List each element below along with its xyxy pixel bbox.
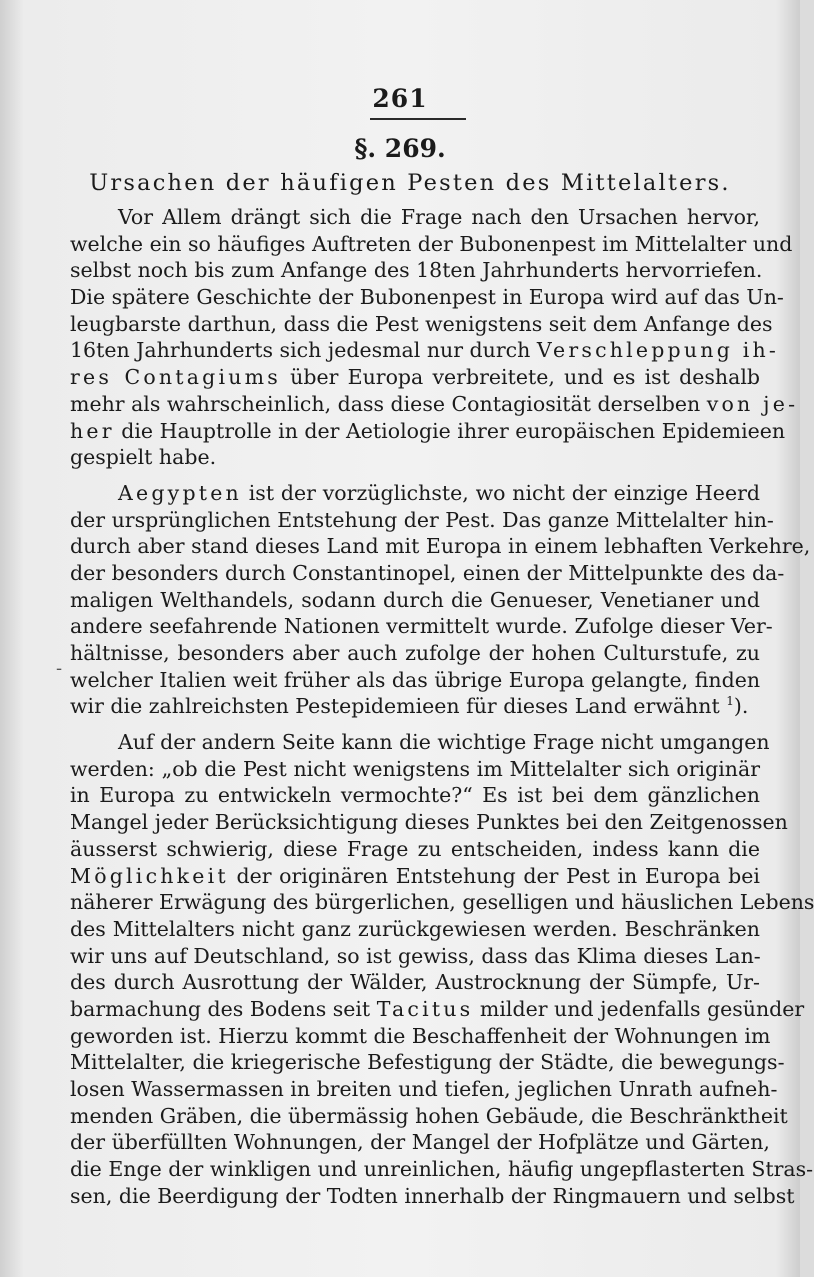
body-text bbox=[70, 204, 814, 1209]
text-run: geworden ist. Hierzu kommt die Beschaffenheit der Wohnungen im bbox=[70, 1023, 771, 1048]
text-run: mehr als wahrscheinlich, dass diese Contagiosität derselben bbox=[70, 391, 707, 416]
text-line bbox=[70, 507, 774, 534]
page-number: 261 bbox=[372, 84, 428, 113]
text-run: der originären Entstehung der Pest in Europa bei bbox=[228, 863, 760, 888]
text-line bbox=[70, 337, 780, 364]
paragraph bbox=[70, 729, 814, 1209]
text-run: Vor Allem drängt sich die Frage nach den Ursachen hervor, bbox=[118, 205, 760, 229]
text-run: Mittelalter, die kriegerische Befestigung der Städte, die bewegungs- bbox=[70, 1050, 785, 1075]
text-run: gespielt habe. bbox=[70, 445, 217, 470]
text-run: der besonders durch Constantinopel, einen der Mittelpunkte des da- bbox=[70, 560, 785, 585]
text-run: welche ein so häufiges Auftreten der Bubonenpest im Mittelalter und bbox=[70, 231, 793, 256]
spaced-text: Möglichkeit bbox=[70, 863, 229, 888]
text-line bbox=[70, 943, 760, 970]
text-run: menden Gräben, die übermässig hohen Gebäude, die Beschränktheit bbox=[70, 1103, 788, 1128]
text-run: äusserst schwierig, diese Frage zu entscheiden, indess kann die bbox=[70, 836, 760, 861]
text-run: durch aber stand dieses Land mit Europa in einem lebhaften Verkehre, bbox=[70, 534, 811, 559]
text-line bbox=[70, 782, 760, 809]
text-line bbox=[70, 364, 760, 391]
spaced-text: von je- bbox=[706, 391, 799, 416]
text-run: der ursprünglichen Entstehung der Pest. Das ganze Mittelalter hin- bbox=[70, 507, 774, 532]
text-line bbox=[70, 418, 786, 445]
spaced-text: Aegypten bbox=[118, 480, 242, 505]
text-line bbox=[70, 836, 760, 863]
text-run: des durch Ausrottung der Wälder, Austrocknung der Sümpfe, Ur- bbox=[70, 970, 760, 995]
text-line bbox=[70, 587, 760, 614]
paragraph bbox=[70, 204, 799, 471]
text-line bbox=[70, 560, 785, 587]
text-run: welcher Italien weit früher als das übrige Europa gelangte, finden bbox=[70, 667, 761, 692]
text-run: des Mittelalters nicht ganz zurückgewiesen werden. Beschränken bbox=[70, 916, 760, 941]
text-run: hältnisse, besonders aber auch zufolge der hohen Culturstufe, zu bbox=[70, 641, 760, 665]
text-line bbox=[70, 204, 760, 231]
text-line bbox=[70, 257, 763, 284]
text-line bbox=[70, 756, 760, 783]
text-run: milder und jedenfalls gesünder bbox=[473, 996, 805, 1021]
text-run: leugbarste darthun, dass die Pest wenigstens seit dem Anfange des bbox=[70, 311, 773, 336]
text-line bbox=[70, 1023, 771, 1050]
spaced-text: res Contagiums bbox=[70, 365, 281, 390]
text-line bbox=[70, 729, 770, 756]
paragraph-gap bbox=[70, 471, 760, 480]
text-line bbox=[70, 480, 760, 507]
text-line bbox=[70, 613, 773, 640]
margin-mark: - bbox=[56, 658, 63, 679]
spaced-text: her bbox=[70, 418, 115, 443]
text-line bbox=[70, 391, 799, 418]
text-run: die Enge der winkligen und unreinlichen, häufig ungepflasterten Stras- bbox=[70, 1157, 814, 1182]
text-run: ist der vorzüglichste, wo nicht der einzige Heerd bbox=[241, 480, 760, 505]
text-run: Mangel jeder Berücksichtigung dieses Punktes bei den Zeitgenossen bbox=[70, 810, 788, 835]
text-line bbox=[70, 1103, 788, 1130]
text-run: Die spätere Geschichte der Bubonenpest in Europa wird auf das Un- bbox=[70, 285, 784, 310]
text-run: ). bbox=[733, 694, 749, 719]
text-run: über Europa verbreitete, und es ist deshalb bbox=[280, 365, 760, 390]
text-run: maligen Welthandels, sodann durch die Genueser, Venetianer und bbox=[70, 587, 760, 612]
text-run: losen Wassermassen in breiten und tiefen, jeglichen Unrath aufneh- bbox=[70, 1077, 778, 1101]
text-line bbox=[70, 1183, 795, 1210]
text-run: wir uns auf Deutschland, so ist gewiss, dass das Klima dieses Lan- bbox=[70, 943, 761, 968]
text-line bbox=[70, 693, 760, 720]
text-run: wir die zahlreichsten Pestepidemieen für dieses Land erwähnt bbox=[70, 694, 727, 719]
text-line bbox=[70, 863, 760, 890]
text-line bbox=[70, 640, 760, 667]
text-line bbox=[70, 231, 793, 258]
text-line bbox=[70, 1076, 778, 1103]
text-line bbox=[70, 311, 773, 338]
text-line bbox=[70, 1049, 785, 1076]
header-rule bbox=[370, 118, 466, 120]
text-line bbox=[70, 889, 814, 916]
section-title: Ursachen der häufigen Pesten des Mittelalters. bbox=[89, 170, 731, 196]
text-line bbox=[70, 533, 811, 560]
text-run: Auf der andern Seite kann die wichtige Frage nicht umgangen bbox=[118, 730, 770, 755]
text-line bbox=[70, 996, 805, 1023]
text-line bbox=[70, 916, 760, 943]
spaced-text: Tacitus bbox=[376, 996, 474, 1021]
text-line bbox=[70, 667, 760, 694]
text-run: werden: „ob die Pest nicht wenigstens im Mittelalter sich originär bbox=[70, 756, 760, 781]
text-run: die Hauptrolle in der Aetiologie ihrer europäischen Epidemieen bbox=[114, 418, 786, 443]
paragraph-gap bbox=[70, 720, 760, 729]
paragraph bbox=[70, 480, 811, 720]
text-run: sen, die Beerdigung der Todten innerhalb der Ringmauern und selbst bbox=[70, 1183, 795, 1208]
text-run: barmachung des Bodens seit bbox=[70, 996, 377, 1021]
text-run: in Europa zu entwickeln vermochte?“ Es ist bei dem gänzlichen bbox=[70, 783, 760, 808]
text-line bbox=[70, 444, 760, 471]
text-run: 16ten Jahrhunderts sich jedesmal nur durch bbox=[70, 338, 537, 363]
text-run: näherer Erwägung des bürgerlichen, geselligen und häuslichen Lebens bbox=[70, 890, 814, 915]
text-run: selbst noch bis zum Anfange des 18ten Jahrhunderts hervorriefen. bbox=[70, 258, 763, 283]
text-line bbox=[70, 1129, 770, 1156]
text-line bbox=[70, 809, 788, 836]
text-run: der überfüllten Wohnungen, der Mangel der Hofplätze und Gärten, bbox=[70, 1130, 770, 1155]
footnote-ref: 1 bbox=[726, 694, 734, 709]
text-line bbox=[70, 284, 784, 311]
text-line bbox=[70, 1156, 814, 1183]
spaced-text: Verschleppung ih- bbox=[536, 338, 780, 363]
text-line bbox=[70, 969, 760, 996]
section-number: §. 269. bbox=[354, 134, 446, 163]
text-run: andere seefahrende Nationen vermittelt wurde. Zufolge dieser Ver- bbox=[70, 614, 773, 639]
